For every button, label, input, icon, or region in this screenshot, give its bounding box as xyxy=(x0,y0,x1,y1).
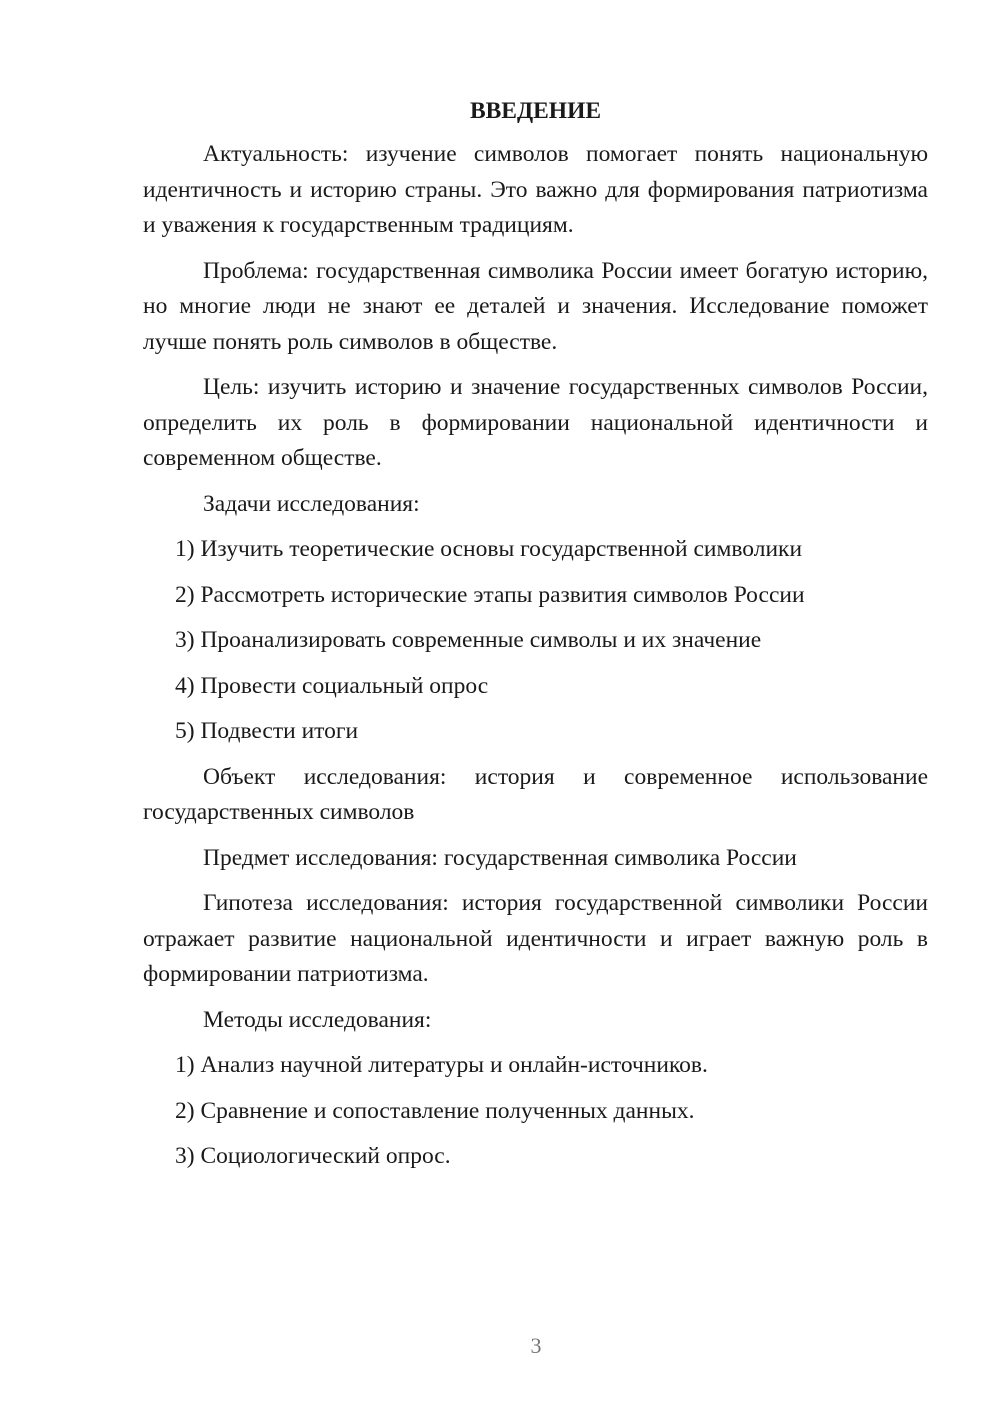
methods-title: Методы исследования: xyxy=(203,1006,432,1033)
task-item: 5) Подвести итоги xyxy=(175,718,359,744)
paragraph-subject: Предмет исследования: государственная символика России xyxy=(203,844,797,871)
paragraph-relevance: Актуальность: изучение символов помогает понять национальную идентичность и историю страны. Это важно для формирования патриотизма и уважения к государственным традициям. xyxy=(143,141,928,238)
paragraph-hypothesis: Гипотеза исследования: история государственной символики России отражает развитие национальной идентичности и играет важную роль в формировании патриотизма. xyxy=(143,890,928,987)
tasks-title: Задачи исследования: xyxy=(203,490,420,517)
method-item: 1) Анализ научной литературы и онлайн-источников. xyxy=(175,1052,708,1078)
task-item: 3) Проанализировать современные символы и их значение xyxy=(175,627,762,653)
method-item: 2) Сравнение и сопоставление полученных данных. xyxy=(175,1097,695,1124)
task-item: 2) Рассмотреть исторические этапы развития символов России xyxy=(175,581,805,608)
page-number: 3 xyxy=(530,1333,542,1358)
task-item: 1) Изучить теоретические основы государственной символики xyxy=(175,536,803,562)
method-item: 3) Социологический опрос. xyxy=(175,1143,451,1169)
task-item: 4) Провести социальный опрос xyxy=(175,672,489,699)
paragraph-goal: Цель: изучить историю и значение государственных символов России, определить их роль в формировании национальной идентичности и современном обществе. xyxy=(143,374,928,471)
paragraph-problem: Проблема: государственная символика России имеет богатую историю, но многие люди не знают ее деталей и значения. Исследование поможет лучше понять роль символов в обществе. xyxy=(143,257,928,355)
paragraph-object: Объект исследования: история и современное использование государственных символов xyxy=(143,763,928,825)
section-heading: ВВЕДЕНИЕ xyxy=(469,98,602,124)
page-content xyxy=(143,95,928,1185)
